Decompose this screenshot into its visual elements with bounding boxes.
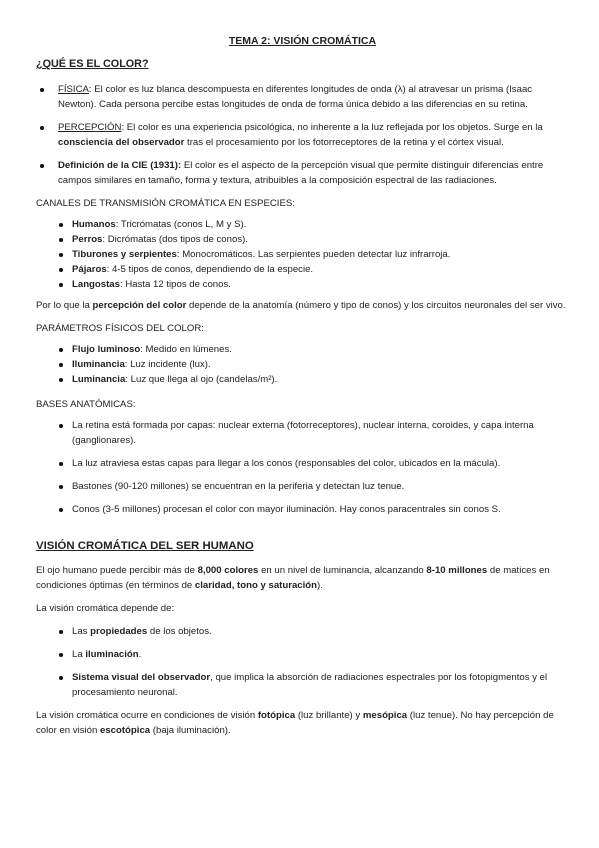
subheading-canales: CANALES DE TRANSMISIÓN CROMÁTICA EN ESPECIES: bbox=[36, 198, 295, 209]
list-item: Conos (3-5 millones) procesan el color con mayor iluminación. Hay conos paracentrales sin conos S. bbox=[56, 502, 569, 517]
paragraph-ojo: El ojo humano puede percibir más de 8,000 colores en un nivel de luminancia, alcanzando 8-10 millones de matices en condiciones óptimas (en términos de claridad, tono y saturación). bbox=[36, 565, 550, 591]
list-item: Langostas: Hasta 12 tipos de conos. bbox=[56, 277, 569, 292]
list-item-cie: Definición de la CIE (1931): El color es el aspecto de la percepción visual que permite distinguir diferencias entre campos similares en tamaño, forma y textura, atribuibles a la composición espectral de las radiaciones. bbox=[36, 158, 569, 188]
page-title: TEMA 2: VISIÓN CROMÁTICA bbox=[228, 35, 377, 47]
list-item: La luz atraviesa estas capas para llegar a los conos (responsables del color, ubicados en la mácula). bbox=[56, 456, 569, 471]
list-item: Bastones (90-120 millones) se encuentran en la periferia y detectan luz tenue. bbox=[56, 479, 569, 494]
species-list bbox=[56, 217, 569, 292]
list-item: Sistema visual del observador, que implica la absorción de radiaciones espectrales por los fotopigmentos y el procesamiento neuronal. bbox=[56, 670, 569, 700]
paragraph-depende: La visión cromática depende de: bbox=[36, 603, 175, 614]
list-item: Luminancia: Luz que llega al ojo (candelas/m²). bbox=[56, 372, 569, 387]
subheading-bases: BASES ANATÓMICAS: bbox=[36, 399, 136, 410]
list-item: Iluminancia: Luz incidente (lux). bbox=[56, 357, 569, 372]
depends-list bbox=[56, 624, 569, 700]
list-item: Perros: Dicrómatas (dos tipos de conos). bbox=[56, 232, 569, 247]
list-item-percepcion: PERCEPCIÓN: El color es una experiencia psicológica, no inherente a la luz reflejada por los objetos. Surge en la consciencia del observador tras el procesamiento por los fotorreceptores de la retina y el córtex visual. bbox=[36, 120, 569, 150]
section-heading-vision: VISIÓN CROMÁTICA DEL SER HUMANO bbox=[36, 540, 254, 552]
list-item: Humanos: Tricrómatas (conos L, M y S). bbox=[56, 217, 569, 232]
subheading-parametros: PARÁMETROS FÍSICOS DEL COLOR: bbox=[36, 323, 204, 334]
list-item: Flujo luminoso: Medido en lúmenes. bbox=[56, 342, 569, 357]
list-item: Tiburones y serpientes: Monocromáticos. Las serpientes pueden detectar luz infrarroja. bbox=[56, 247, 569, 262]
paragraph-final: La visión cromática ocurre en condiciones de visión fotópica (luz brillante) y mesópica (luz tenue). No hay percepción de color en visión escotópica (baja iluminación). bbox=[36, 710, 554, 736]
parameters-list bbox=[56, 342, 569, 387]
definition-list bbox=[36, 82, 569, 188]
paragraph-percepcion: Por lo que la percepción del color depende de la anatomía (número y tipo de conos) y los circuitos neuronales del ser vivo. bbox=[36, 300, 566, 311]
list-item: Pájaros: 4-5 tipos de conos, dependiendo de la especie. bbox=[56, 262, 569, 277]
section-heading-color: ¿QUÉ ES EL COLOR? bbox=[36, 58, 149, 70]
anatomy-list bbox=[56, 418, 569, 517]
list-item: Las propiedades de los objetos. bbox=[56, 624, 569, 639]
list-item-fisica: FÍSICA: El color es luz blanca descompuesta en diferentes longitudes de onda (λ) al atravesar un prisma (Isaac Newton). Cada persona percibe estas longitudes de onda de forma única debido a las diferencias en su retina. bbox=[36, 82, 569, 112]
list-item: La retina está formada por capas: nuclear externa (fotorreceptores), nuclear interna, coroides, y capa interna (ganglionares). bbox=[56, 418, 569, 448]
list-item: La iluminación. bbox=[56, 647, 569, 662]
